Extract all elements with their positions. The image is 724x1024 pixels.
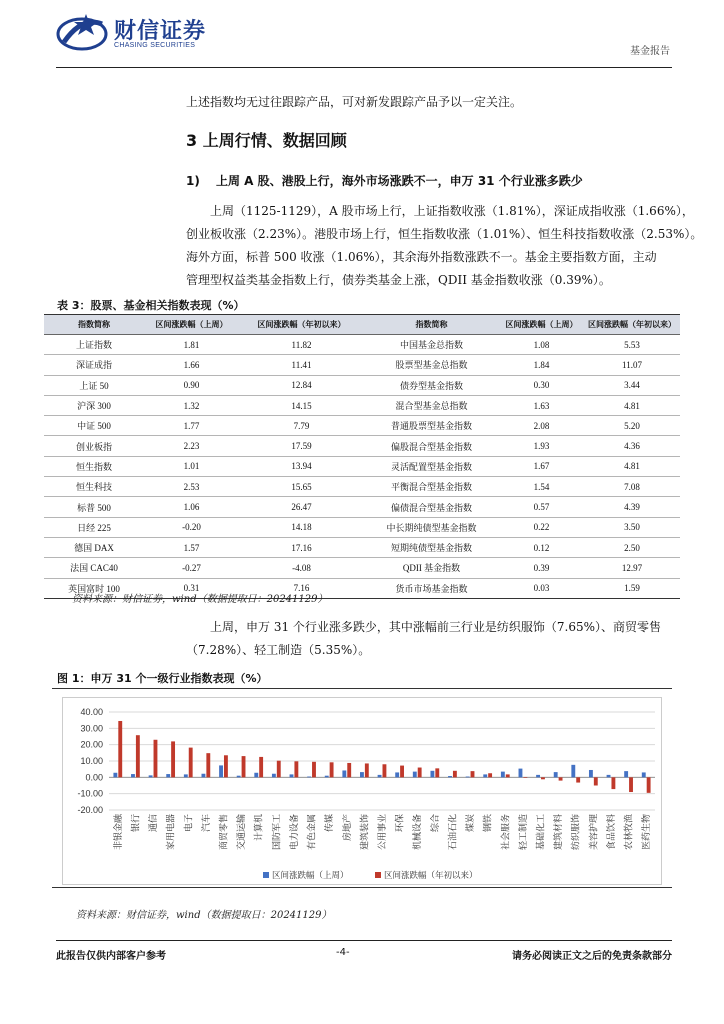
bar-ytd — [154, 740, 158, 778]
table-cell: 短期纯债型基金指数 — [364, 537, 499, 557]
bar-ytd — [488, 773, 492, 777]
bar-ytd — [383, 764, 387, 777]
company-logo — [56, 12, 246, 52]
x-tick-label: 钢铁 — [483, 814, 494, 833]
table-cell: 5.20 — [584, 416, 680, 436]
table-cell: 0.30 — [499, 375, 584, 395]
table-cell: 5.53 — [584, 335, 680, 355]
bar-ytd — [224, 755, 228, 777]
table-cell: 0.12 — [499, 537, 584, 557]
x-tick-label: 电力设备 — [289, 814, 300, 851]
bar-ytd — [594, 777, 598, 785]
table-cell: 11.41 — [239, 355, 364, 375]
page-footer — [56, 940, 672, 962]
bar-ytd — [506, 774, 510, 777]
legend-swatch-ytd — [375, 872, 381, 878]
table-cell: 0.57 — [499, 497, 584, 517]
table-cell: 1.84 — [499, 355, 584, 375]
table-row — [44, 456, 680, 476]
subsection-heading — [186, 172, 583, 189]
x-tick-label: 交通运输 — [237, 814, 248, 851]
table-cell: 15.65 — [239, 477, 364, 497]
x-tick-label: 基础化工 — [536, 814, 547, 851]
bar-ytd — [611, 777, 615, 789]
table-caption: 表 3：股票、基金相关指数表现（%） — [57, 299, 245, 312]
table-cell: 2.53 — [144, 477, 239, 497]
y-tick-label: 0.00 — [85, 772, 103, 783]
bar-week — [166, 774, 170, 777]
bar-ytd — [330, 762, 334, 777]
table-cell: 12.84 — [239, 375, 364, 395]
bar-week — [466, 777, 470, 778]
logo-mark-icon — [56, 12, 110, 52]
bar-ytd — [189, 748, 193, 778]
bar-week — [536, 775, 540, 777]
bar-week — [642, 772, 646, 777]
bar-week — [131, 774, 135, 777]
table-cell: 1.06 — [144, 497, 239, 517]
bar-week — [501, 772, 505, 778]
table-cell: 1.54 — [499, 477, 584, 497]
table-row — [44, 395, 680, 415]
table-cell: 12.97 — [584, 558, 680, 578]
x-tick-label: 银行 — [131, 814, 142, 833]
x-tick-label: 建筑材料 — [554, 814, 565, 851]
bar-week — [571, 765, 575, 777]
bar-week — [325, 776, 329, 778]
table-cell: 1.01 — [144, 456, 239, 476]
table-cell: 上证指数 — [44, 335, 144, 355]
chart-area — [62, 697, 662, 885]
bar-ytd — [136, 735, 140, 777]
column-header: 区间涨跌幅（上周） — [144, 315, 239, 335]
table-cell: 平衡混合型基金指数 — [364, 477, 499, 497]
bar-ytd — [400, 766, 404, 778]
table-cell: 中长期纯债型基金指数 — [364, 517, 499, 537]
table-cell: 1.67 — [499, 456, 584, 476]
table-cell: 债券型基金指数 — [364, 375, 499, 395]
table-cell: 深证成指 — [44, 355, 144, 375]
bar-week — [519, 769, 523, 778]
table-cell: 17.16 — [239, 537, 364, 557]
table-cell: 标普 500 — [44, 497, 144, 517]
bar-ytd — [541, 777, 545, 779]
figure-frame — [52, 688, 672, 888]
x-tick-label: 农林牧渔 — [624, 814, 635, 851]
table-cell: 7.16 — [239, 578, 364, 598]
x-tick-label: 医药生物 — [642, 814, 653, 851]
table-cell: 1.93 — [499, 436, 584, 456]
table-cell: 14.18 — [239, 517, 364, 537]
table-cell: 恒生科技 — [44, 477, 144, 497]
bar-week — [554, 772, 558, 777]
bar-ytd — [312, 762, 316, 778]
table-cell: 0.39 — [499, 558, 584, 578]
bar-week — [395, 772, 399, 777]
bar-week — [607, 775, 611, 777]
footer-disclaimer-left: 此报告仅供内部客户参考 — [56, 951, 166, 962]
table-cell: 4.81 — [584, 456, 680, 476]
table-cell: -0.20 — [144, 517, 239, 537]
subsection-number: 1) — [186, 174, 200, 188]
bar-week — [448, 776, 452, 777]
bar-week — [483, 774, 487, 777]
y-tick-label: 40.00 — [80, 707, 103, 717]
index-performance-table — [44, 314, 680, 599]
bar-ytd — [647, 777, 651, 793]
table-cell: 2.50 — [584, 537, 680, 557]
table-cell: 3.50 — [584, 517, 680, 537]
column-header: 区间涨跌幅（年初以来） — [239, 315, 364, 335]
table-row — [44, 375, 680, 395]
x-tick-label: 有色金属 — [307, 814, 318, 851]
table-cell: 0.90 — [144, 375, 239, 395]
table-cell: 4.81 — [584, 395, 680, 415]
table-cell: 股票型基金总指数 — [364, 355, 499, 375]
table-cell: 2.23 — [144, 436, 239, 456]
table-cell: 14.15 — [239, 395, 364, 415]
bar-week — [113, 773, 117, 778]
paragraph-line: 海外方面，标普 500 收涨（1.06%），其余海外指数涨跌不一。基金主要指数方面，主动 — [186, 250, 657, 264]
table-cell: 法国 CAC40 — [44, 558, 144, 578]
table-cell: 4.39 — [584, 497, 680, 517]
legend-swatch-week — [263, 872, 269, 878]
y-tick-label: -10.00 — [77, 788, 103, 799]
bar-ytd — [242, 756, 246, 777]
x-tick-label: 综合 — [430, 814, 441, 833]
table-cell: 1.77 — [144, 416, 239, 436]
table-cell: 混合型基金总指数 — [364, 395, 499, 415]
bar-ytd — [206, 753, 210, 777]
table-row — [44, 537, 680, 557]
bar-ytd — [294, 761, 298, 777]
table-cell: 0.31 — [144, 578, 239, 598]
bar-ytd — [347, 763, 351, 777]
table-row — [44, 477, 680, 497]
subsection-title: 上周 A 股、港股上行，海外市场涨跌不一，申万 31 个行业涨多跌少 — [216, 174, 583, 188]
table-cell: QDII 基金指数 — [364, 558, 499, 578]
bar-week — [378, 775, 382, 777]
table-cell: 0.03 — [499, 578, 584, 598]
industry-bar-chart — [63, 698, 663, 886]
x-tick-label: 国防军工 — [272, 814, 283, 851]
table-cell: 0.22 — [499, 517, 584, 537]
x-tick-label: 计算机 — [254, 814, 265, 842]
table-cell: 1.63 — [499, 395, 584, 415]
y-tick-label: 20.00 — [80, 739, 103, 750]
bar-week — [219, 765, 223, 777]
paragraph-line: 上周，申万 31 个行业涨多跌少，其中涨幅前三行业是纺织服饰（7.65%）、商贸零售 — [210, 620, 662, 634]
table-cell: 德国 DAX — [44, 537, 144, 557]
table-cell: 创业板指 — [44, 436, 144, 456]
x-tick-label: 社会服务 — [501, 814, 512, 851]
table-cell: 1.57 — [144, 537, 239, 557]
column-header: 指数简称 — [44, 315, 144, 335]
bar-week — [342, 770, 346, 777]
table-cell: 普通股票型基金指数 — [364, 416, 499, 436]
page-number: -4- — [336, 947, 350, 958]
x-tick-label: 家用电器 — [166, 814, 177, 851]
bar-week — [307, 777, 311, 778]
legend-label-ytd: 区间涨跌幅（年初以来） — [384, 871, 478, 881]
table-cell: 7.79 — [239, 416, 364, 436]
table-row — [44, 436, 680, 456]
bar-week — [430, 771, 434, 778]
y-tick-label: -20.00 — [77, 805, 103, 815]
table-cell: 沪深 300 — [44, 395, 144, 415]
bar-week — [254, 773, 258, 778]
x-tick-label: 美容护理 — [589, 814, 600, 851]
x-tick-label: 房地产 — [342, 814, 353, 842]
bar-ytd — [118, 721, 122, 777]
y-tick-label: 30.00 — [80, 723, 103, 734]
footer-disclaimer-right: 请务必阅读正文之后的免责条款部分 — [512, 951, 672, 962]
bar-ytd — [559, 777, 563, 780]
paragraph-line: 创业板收涨（2.23%）。港股市场上行，恒生指数收涨（1.01%）、恒生科技指数收涨（2.53%）。 — [186, 227, 703, 241]
table-cell: 中国基金总指数 — [364, 335, 499, 355]
paragraph-line: 上周（1125-1129），A 股市场上行，上证指数收涨（1.81%），深证成指收涨（1.66%）， — [210, 204, 694, 218]
table-row — [44, 497, 680, 517]
bar-week — [184, 774, 188, 777]
table-cell: 1.66 — [144, 355, 239, 375]
x-tick-label: 商贸零售 — [219, 814, 230, 851]
bar-ytd — [277, 761, 281, 778]
intro-paragraph: 上述指数均无过往跟踪产品，可对新发跟踪产品予以一定关注。 — [186, 95, 523, 109]
table-cell: 26.47 — [239, 497, 364, 517]
column-header: 指数简称 — [364, 315, 499, 335]
table-cell: 4.36 — [584, 436, 680, 456]
x-tick-label: 非银金融 — [113, 814, 124, 851]
bar-week — [201, 774, 205, 778]
bar-ytd — [453, 771, 457, 778]
x-tick-label: 通信 — [149, 814, 160, 833]
x-tick-label: 传媒 — [325, 814, 336, 833]
logo-text-en: CHASING SECURITIES — [114, 42, 196, 49]
x-tick-label: 建筑装饰 — [360, 814, 371, 851]
bar-week — [589, 770, 593, 777]
table-source-note: 资料来源：财信证券，wind（数据提取日：20241129） — [72, 594, 328, 605]
x-tick-label: 电子 — [184, 814, 195, 833]
table-cell: 日经 225 — [44, 517, 144, 537]
bar-week — [272, 774, 276, 778]
table-cell: 13.94 — [239, 456, 364, 476]
table-cell: 英国富时 100 — [44, 578, 144, 598]
table-cell: 7.08 — [584, 477, 680, 497]
bar-ytd — [418, 768, 422, 778]
x-tick-label: 轻工制造 — [518, 814, 529, 851]
table-row — [44, 335, 680, 355]
table-cell: 2.08 — [499, 416, 584, 436]
table-cell: -4.08 — [239, 558, 364, 578]
table-cell: 恒生指数 — [44, 456, 144, 476]
x-tick-label: 煤炭 — [466, 814, 477, 833]
table-cell: 1.59 — [584, 578, 680, 598]
bar-ytd — [259, 757, 263, 777]
bar-ytd — [629, 777, 633, 792]
x-tick-label: 公用事业 — [378, 814, 388, 851]
table-row — [44, 517, 680, 537]
y-tick-label: 10.00 — [80, 756, 103, 766]
bar-week — [413, 772, 417, 778]
table-cell: 灵活配置型基金指数 — [364, 456, 499, 476]
table-cell: 上证 50 — [44, 375, 144, 395]
table-cell: 1.32 — [144, 395, 239, 415]
figure-caption: 图 1：申万 31 个一级行业指数表现（%） — [57, 672, 268, 685]
table-cell: 偏债混合型基金指数 — [364, 497, 499, 517]
page-header — [56, 10, 672, 68]
logo-text-cn: 财信证券 — [114, 19, 207, 44]
bar-week — [149, 775, 153, 777]
column-header: 区间涨跌幅（上周） — [499, 315, 584, 335]
bar-week — [237, 776, 241, 778]
table-cell: 1.08 — [499, 335, 584, 355]
table-cell: 11.07 — [584, 355, 680, 375]
legend-label-week: 区间涨跌幅（上周） — [272, 871, 349, 881]
table-cell: 11.82 — [239, 335, 364, 355]
bar-ytd — [435, 768, 439, 777]
x-tick-label: 机械设备 — [413, 814, 424, 851]
figure-source-note: 资料来源：财信证券，wind（数据提取日：20241129） — [76, 910, 332, 921]
table-cell: 偏股混合型基金指数 — [364, 436, 499, 456]
table-cell: -0.27 — [144, 558, 239, 578]
table-row — [44, 355, 680, 375]
bar-week — [624, 771, 628, 777]
bar-ytd — [576, 777, 580, 782]
bar-week — [360, 772, 364, 777]
x-tick-label: 石油石化 — [448, 814, 459, 851]
x-tick-label: 汽车 — [201, 814, 212, 833]
paragraph-line: 管理型权益类基金指数上行，债券类基金上涨，QDII 基金指数收涨（0.39%）。 — [186, 273, 611, 287]
table-row — [44, 416, 680, 436]
bar-ytd — [471, 771, 475, 777]
bar-ytd — [365, 763, 369, 777]
report-type-label: 基金报告 — [630, 46, 670, 57]
bar-week — [290, 774, 294, 777]
bar-ytd — [523, 777, 527, 778]
x-tick-label: 纺织服饰 — [571, 814, 582, 851]
table-cell: 3.44 — [584, 375, 680, 395]
table-header-row — [44, 315, 680, 335]
table-cell: 1.81 — [144, 335, 239, 355]
x-tick-label: 食品饮料 — [606, 814, 617, 851]
table-row — [44, 558, 680, 578]
paragraph-line: （7.28%）、轻工制造（5.35%）。 — [186, 643, 371, 657]
section-heading: 3 上周行情、数据回顾 — [186, 131, 347, 150]
table-cell: 中证 500 — [44, 416, 144, 436]
table-cell: 货币市场基金指数 — [364, 578, 499, 598]
column-header: 区间涨跌幅（年初以来） — [584, 315, 680, 335]
x-tick-label: 环保 — [395, 814, 406, 833]
table-cell: 17.59 — [239, 436, 364, 456]
bar-ytd — [171, 741, 175, 777]
